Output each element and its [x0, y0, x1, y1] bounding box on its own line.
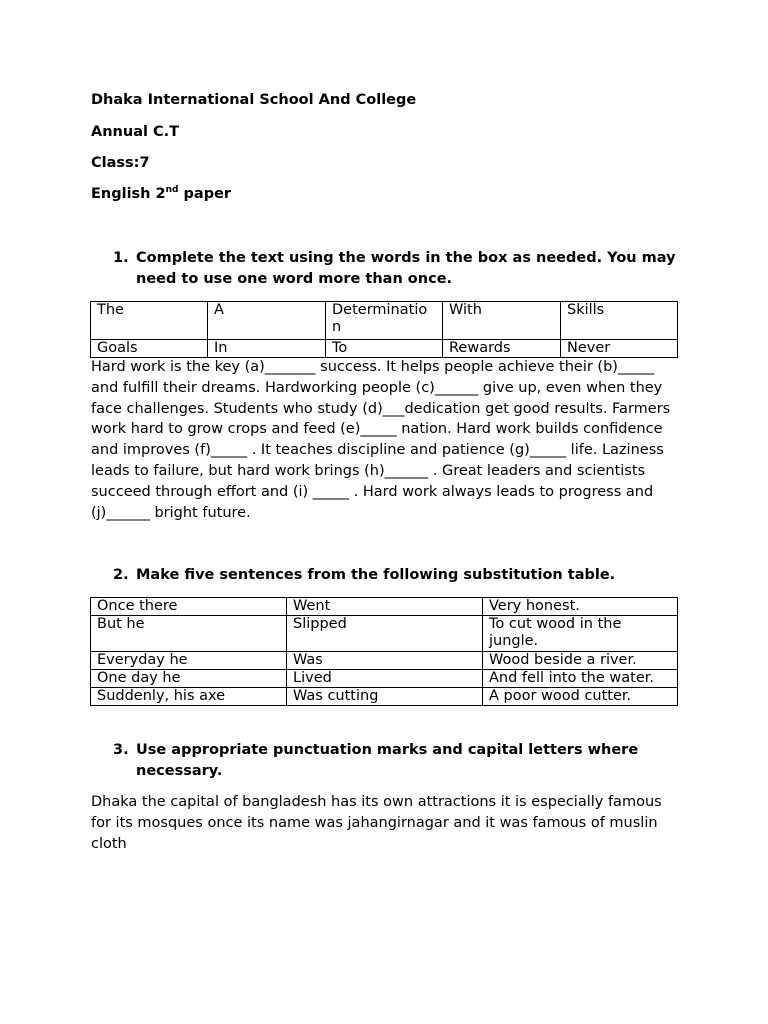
word-box-cell: Skills	[561, 302, 678, 340]
word-box-row	[91, 340, 678, 358]
subject-prefix: English 2	[91, 186, 166, 202]
question-3-instruction: Use appropriate punctuation marks and capital letters where necessary.	[136, 742, 639, 779]
table-cell: To cut wood in the jungle.	[483, 616, 678, 652]
table-row	[91, 670, 678, 688]
table-cell: Everyday he	[91, 652, 287, 670]
school-name: Dhaka International School And College	[91, 92, 417, 108]
table-cell: Was cutting	[287, 688, 483, 706]
table-cell: Lived	[287, 670, 483, 688]
question-1-passage: Hard work is the key (a)_______ success. It helps people achieve their (b)_____ and fulfill their dreams. Hardworking people (c)______ give up, even when they face challenges. Students who study (d)___dedication get good results. Farmers work hard to grow crops and feed (e)_____ nation. Hard work builds confidence and improves (f)_____ . It teaches discipline and patience (g)_____ life. Laziness leads to failure, but hard work brings (h)______ . Great leaders and scientists succeed through effort and (i) _____ . Hard work always leads to progress and (j)______ bright future.	[91, 359, 671, 521]
table-cell: Wood beside a river.	[483, 652, 678, 670]
question-2-number: 2.	[113, 567, 129, 583]
table-cell: Suddenly, his axe	[91, 688, 287, 706]
word-box-cell: A	[208, 302, 326, 340]
question-3-passage: Dhaka the capital of bangladesh has its own attractions it is especially famous for its mosques once its name was jahangirnagar and it was famous of muslin cloth	[91, 794, 662, 852]
question-1-instruction: Complete the text using the words in the box as needed. You may need to use one word more than once.	[136, 250, 676, 287]
subject-suffix: paper	[178, 186, 232, 202]
word-box-cell: The	[91, 302, 208, 340]
word-box-cell: Determination	[326, 302, 443, 340]
table-row	[91, 598, 678, 616]
table-row	[91, 688, 678, 706]
table-cell: Slipped	[287, 616, 483, 652]
table-cell: Was	[287, 652, 483, 670]
word-box-cell: Never	[561, 340, 678, 358]
table-row	[91, 652, 678, 670]
table-cell: One day he	[91, 670, 287, 688]
question-1-number: 1.	[113, 250, 129, 266]
table-cell: But he	[91, 616, 287, 652]
table-row	[91, 616, 678, 652]
question-2-instruction: Make five sentences from the following substitution table.	[136, 567, 616, 583]
word-box-cell: In	[208, 340, 326, 358]
subject-ordinal: nd	[165, 185, 179, 196]
exam-title: Annual C.T	[91, 124, 180, 140]
substitution-table	[90, 597, 678, 706]
class-label: Class:7	[91, 155, 150, 171]
word-box-cell: Goals	[91, 340, 208, 358]
word-box-table	[90, 301, 678, 358]
table-cell: Once there	[91, 598, 287, 616]
table-cell: Went	[287, 598, 483, 616]
question-3-number: 3.	[113, 742, 129, 758]
subject-title	[91, 186, 231, 202]
table-cell: A poor wood cutter.	[483, 688, 678, 706]
word-box-cell: To	[326, 340, 443, 358]
word-box-cell: With	[443, 302, 561, 340]
word-box-row	[91, 302, 678, 340]
word-box-cell: Rewards	[443, 340, 561, 358]
table-cell: And fell into the water.	[483, 670, 678, 688]
table-cell: Very honest.	[483, 598, 678, 616]
